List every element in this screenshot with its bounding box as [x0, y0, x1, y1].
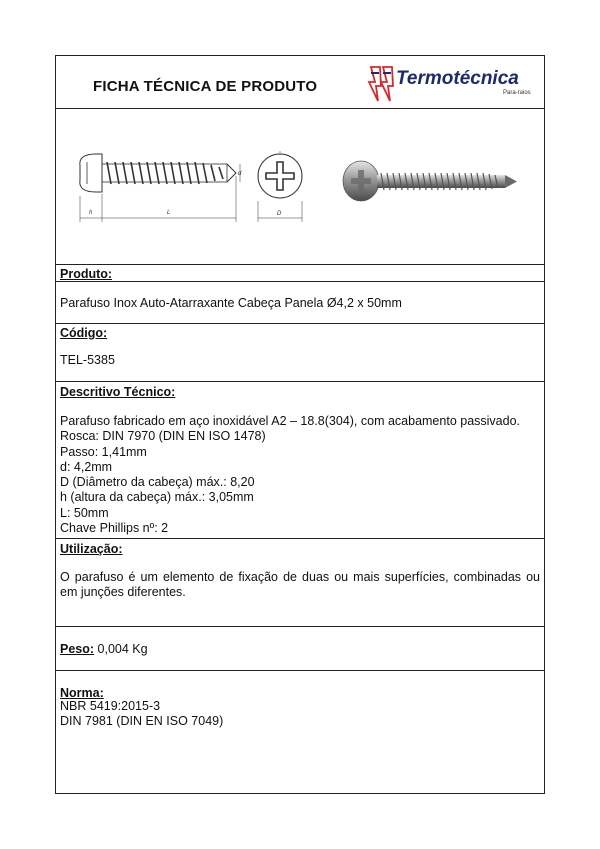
norma-line: DIN 7981 (DIN EN ISO 7049)	[60, 714, 224, 729]
divider	[56, 108, 544, 109]
codigo-value: TEL-5385	[60, 353, 115, 367]
descritivo-label: Descritivo Técnico:	[60, 385, 176, 399]
descritivo-line: Parafuso fabricado em aço inoxidável A2 – 18.8(304), com acabamento passivado.	[60, 414, 520, 428]
divider	[56, 264, 544, 265]
screw-side-drawing	[74, 144, 244, 229]
dim-D-label: D	[277, 211, 282, 217]
dim-d-label: d	[238, 171, 242, 177]
peso-label: Peso:	[60, 642, 95, 656]
datasheet-frame	[55, 55, 545, 794]
logo-name: Termotécnica	[396, 68, 519, 89]
norma-lines	[60, 699, 223, 730]
screw-head-drawing	[256, 146, 316, 231]
divider	[56, 626, 544, 627]
divider	[56, 281, 544, 282]
descritivo-line: Chave Phillips nº: 2	[60, 521, 169, 536]
peso-row	[60, 642, 148, 657]
descritivo-lines	[60, 414, 542, 536]
page-title: FICHA TÉCNICA DE PRODUTO	[93, 78, 318, 95]
lightning-logo-icon	[366, 64, 396, 104]
produto-label: Produto:	[60, 267, 113, 281]
produto-value: Parafuso Inox Auto-Atarraxante Cabeça Panela Ø4,2 x 50mm	[60, 296, 402, 310]
descritivo-line: d: 4,2mm	[60, 459, 113, 474]
descritivo-line: Passo: 1,41mm	[60, 444, 147, 459]
divider	[56, 381, 544, 382]
screw-photo	[341, 156, 526, 206]
divider	[56, 538, 544, 539]
descritivo-line: Rosca: DIN 7970 (DIN EN ISO 1478)	[60, 429, 266, 444]
utilizacao-label: Utilização:	[60, 542, 123, 556]
descritivo-line: D (Diâmetro da cabeça) máx.: 8,20	[60, 475, 255, 490]
divider	[56, 670, 544, 671]
utilizacao-value: O parafuso é um elemento de fixação de duas ou mais superfícies, combinadas ou em junções diferentes.	[60, 570, 540, 600]
dim-h-label: h	[89, 210, 93, 216]
company-logo	[366, 64, 546, 104]
descritivo-line: L: 50mm	[60, 505, 109, 520]
dim-L-label: L	[167, 210, 171, 216]
norma-line: NBR 5419:2015-3	[60, 699, 161, 713]
descritivo-line: h (altura da cabeça) máx.: 3,05mm	[60, 490, 254, 505]
peso-value: 0,004 Kg	[97, 642, 148, 656]
norma-label: Norma:	[60, 686, 104, 700]
divider	[56, 323, 544, 324]
codigo-label: Código:	[60, 326, 108, 340]
logo-subtitle: Para-raios	[503, 90, 531, 96]
